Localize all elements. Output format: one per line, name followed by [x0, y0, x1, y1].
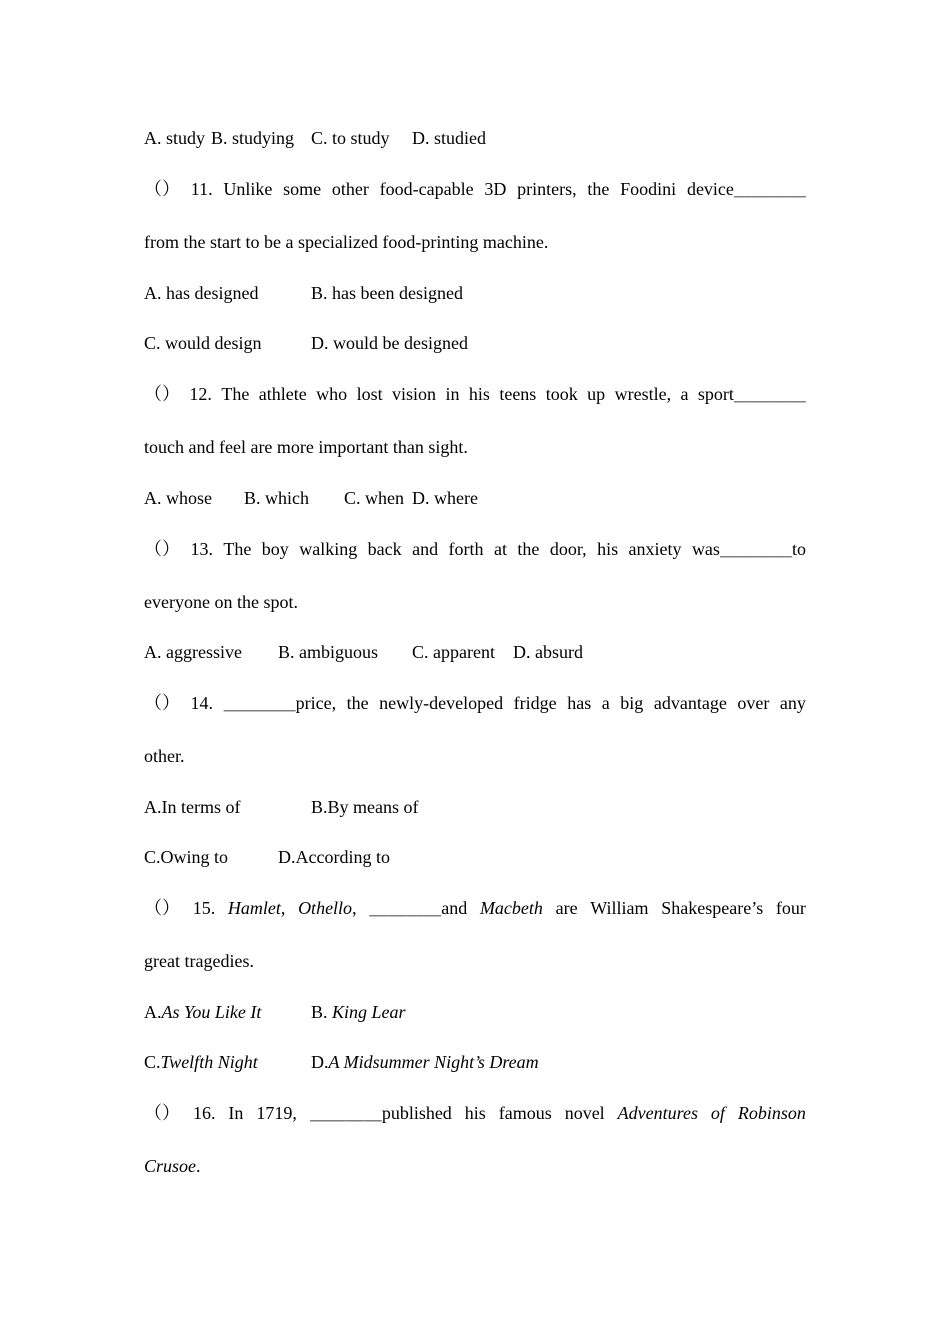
q15-word: Shakespeare’s — [661, 898, 764, 918]
q13-word: door, — [549, 539, 587, 559]
q11-word: the — [587, 179, 610, 199]
q14-blank: ＿＿＿＿ — [223, 693, 296, 713]
q13-word: and — [412, 539, 439, 559]
q11-word: food-capable — [379, 179, 474, 199]
q15-number: 15. — [192, 898, 216, 918]
q13-word: at — [493, 539, 507, 559]
option-title: A Midsummer Night’s Dream — [328, 1052, 539, 1072]
q11-word: device — [686, 179, 734, 199]
option-letter: A. — [144, 1002, 162, 1022]
q15-answer-paren: （） — [144, 898, 180, 918]
q15-punct: , — [352, 898, 357, 918]
q10-option-a: A. study — [144, 128, 206, 148]
q10-option-c: C. to study — [311, 128, 390, 148]
q13-option-d: D. absurd — [513, 642, 583, 662]
q16-word: novel — [564, 1103, 605, 1123]
q14-option-b: B.By means of — [311, 797, 419, 817]
q12-word: vision — [392, 384, 437, 404]
q13-word: 13. — [190, 539, 213, 559]
q15-stem-line1 — [144, 897, 806, 919]
q13-word: anxiety — [628, 539, 682, 559]
q15-title-othello: Othello — [298, 898, 353, 918]
q16-word: famous — [498, 1103, 552, 1123]
q14-word: price, — [295, 693, 337, 713]
option-letter: B. — [311, 1002, 333, 1022]
option-letter: C. — [144, 1052, 161, 1072]
q12-word: lost — [356, 384, 383, 404]
q11-word: 3D — [484, 179, 507, 199]
q12-word: wrestle, — [614, 384, 672, 404]
q16-stem-line1 — [144, 1102, 806, 1124]
q15-word: four — [775, 898, 806, 918]
q15-word: and — [441, 898, 468, 918]
q13-word: to — [791, 539, 806, 559]
q16-stem-line2 — [144, 1155, 201, 1177]
q16-title-word: Adventures — [617, 1103, 698, 1123]
q15-stem-line2: great tragedies. — [144, 951, 254, 971]
q16-answer-paren: （） — [144, 1103, 180, 1123]
q12-word: The — [221, 384, 250, 404]
q11-word: Unlike — [223, 179, 273, 199]
q13-option-b: B. ambiguous — [278, 642, 379, 662]
q11-option-b: B. has been designed — [311, 283, 463, 303]
q14-word: the — [346, 693, 369, 713]
q13-word: the — [517, 539, 540, 559]
q11-option-d: D. would be designed — [311, 333, 468, 353]
q14-stem-line1 — [144, 692, 806, 714]
q11-word: Foodini — [620, 179, 677, 199]
q12-word: athlete — [258, 384, 307, 404]
q14-word: advantage — [653, 693, 727, 713]
q13-stem-line2: everyone on the spot. — [144, 592, 298, 612]
q12-word: sport — [697, 384, 734, 404]
q13-word: was — [691, 539, 720, 559]
q14-word: big — [620, 693, 644, 713]
q13-option-a: A. aggressive — [144, 642, 242, 662]
q16-title-word: Robinson — [737, 1103, 806, 1123]
q14-word: has — [567, 693, 592, 713]
q13-word: forth — [448, 539, 484, 559]
q14-number: 14. — [190, 693, 214, 713]
q13-word: back — [367, 539, 402, 559]
q14-word: newly-developed — [379, 693, 504, 713]
q10-option-b: B. studying — [211, 128, 295, 148]
q12-word: teens — [499, 384, 537, 404]
q15-option-b — [311, 1001, 406, 1023]
q15-title-macbeth: Macbeth — [479, 898, 543, 918]
q12-option-a: A. whose — [144, 488, 212, 508]
q12-word: took — [545, 384, 578, 404]
q12-word: 12. — [189, 384, 212, 404]
q16-title-word: Crusoe — [144, 1156, 197, 1176]
q15-blank: ＿＿＿＿ — [369, 898, 442, 918]
q14-word: a — [601, 693, 610, 713]
q15-option-c — [144, 1051, 258, 1073]
q15-option-d — [311, 1051, 539, 1073]
q12-answer-paren: （） — [144, 384, 180, 404]
q12-option-c: C. when — [344, 488, 404, 508]
q16-word: his — [464, 1103, 486, 1123]
q15-punct: , — [280, 898, 286, 918]
q14-word: fridge — [513, 693, 557, 713]
q12-word: who — [316, 384, 348, 404]
q13-answer-paren: （） — [144, 539, 180, 559]
q14-answer-paren: （） — [144, 693, 180, 713]
q14-stem-line2: other. — [144, 746, 185, 766]
option-title: Twelfth Night — [160, 1052, 258, 1072]
q14-option-c: C.Owing to — [144, 847, 229, 867]
q16-punct: . — [196, 1156, 201, 1176]
q12-word: his — [468, 384, 490, 404]
q12-option-d: D. where — [412, 488, 478, 508]
q12-stem-line2: touch and feel are more important than sight. — [144, 437, 468, 457]
q13-word: boy — [261, 539, 289, 559]
q13-word: walking — [299, 539, 358, 559]
q10-option-d: D. studied — [412, 128, 486, 148]
q12-word: in — [445, 384, 460, 404]
q11-stem-line1 — [144, 178, 806, 200]
q14-word: any — [779, 693, 806, 713]
q11-blank: ＿＿＿＿ — [733, 179, 806, 199]
q12-option-b: B. which — [244, 488, 309, 508]
q15-word: William — [590, 898, 649, 918]
q13-word: his — [597, 539, 619, 559]
option-title: As You Like It — [161, 1002, 262, 1022]
q15-title-hamlet: Hamlet — [227, 898, 281, 918]
q15-word: are — [555, 898, 578, 918]
q16-word: published — [381, 1103, 452, 1123]
q11-word: some — [283, 179, 322, 199]
q12-word: a — [680, 384, 689, 404]
q16-word: 16. — [192, 1103, 216, 1123]
q16-title-word: of — [710, 1103, 725, 1123]
q11-word: 11. — [190, 179, 213, 199]
q16-word: In — [228, 1103, 244, 1123]
q11-word: other — [331, 179, 369, 199]
q14-word: over — [737, 693, 770, 713]
q12-word: up — [587, 384, 606, 404]
q11-answer-paren: （） — [144, 179, 180, 199]
q16-word: 1719, — [256, 1103, 297, 1123]
q13-blank: ＿＿＿＿ — [719, 539, 792, 559]
q11-option-a: A. has designed — [144, 283, 259, 303]
q15-option-a — [144, 1001, 261, 1023]
q13-stem-line1 — [144, 538, 806, 560]
option-letter: D. — [311, 1052, 329, 1072]
q12-blank: ＿＿＿＿ — [733, 384, 806, 404]
q11-stem-line2: from the start to be a specialized food-printing machine. — [144, 232, 549, 252]
q11-word: printers, — [517, 179, 577, 199]
q14-option-a: A.In terms of — [144, 797, 241, 817]
q16-blank: ＿＿＿＿ — [309, 1103, 382, 1123]
q13-word: The — [223, 539, 252, 559]
q12-stem-line1 — [144, 383, 806, 405]
q13-option-c: C. apparent — [412, 642, 495, 662]
q11-option-c: C. would design — [144, 333, 262, 353]
q14-option-d: D.According to — [278, 847, 390, 867]
option-title: King Lear — [332, 1002, 406, 1022]
